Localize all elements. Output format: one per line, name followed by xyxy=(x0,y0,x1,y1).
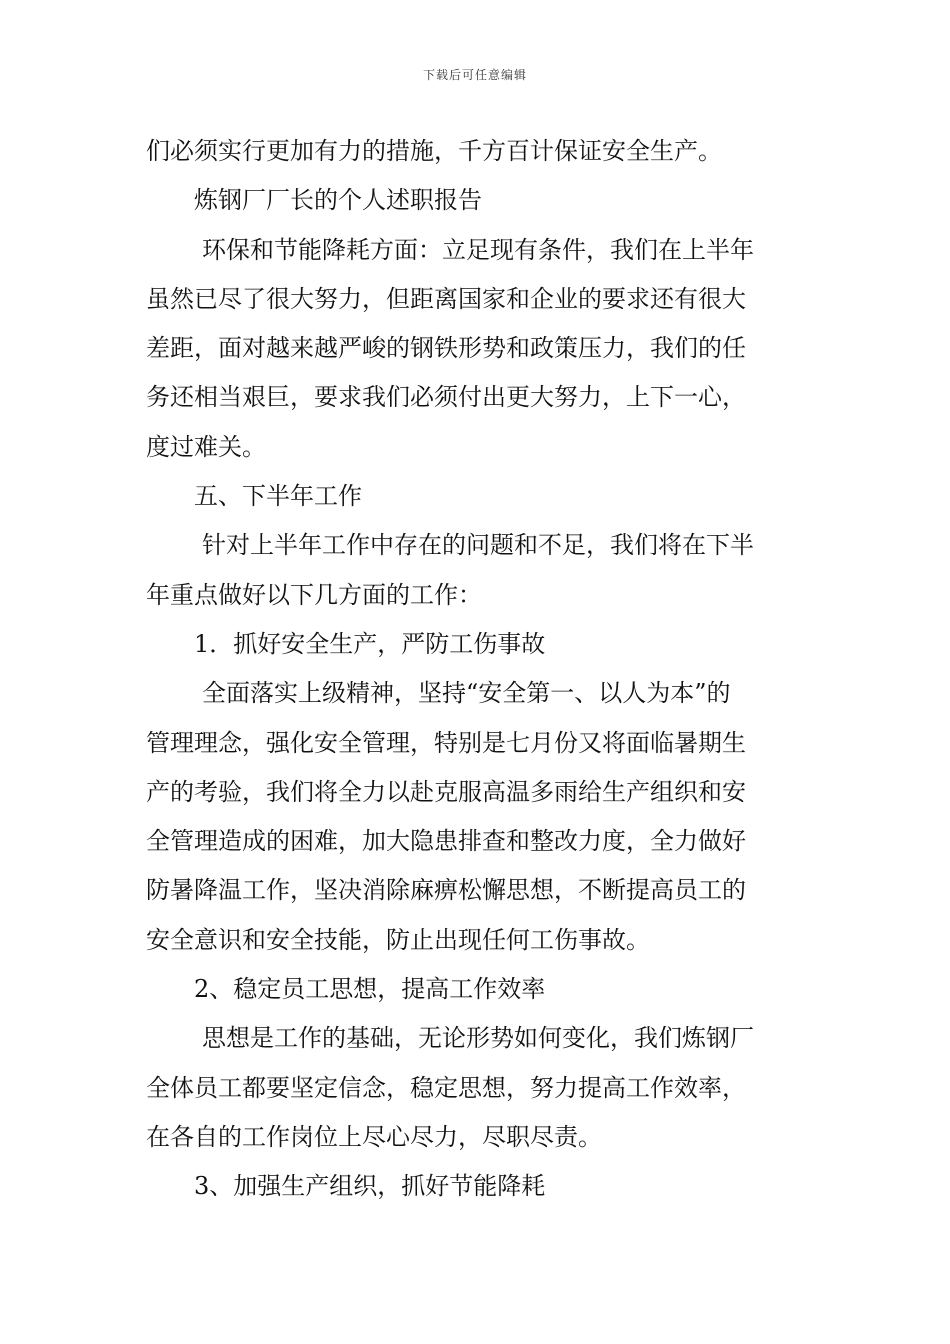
sub-heading: 1．抓好安全生产，严防工伤事故 xyxy=(194,629,546,658)
text-line: 产的考验，我们将全力以赴克服高温多雨给生产组织和安 xyxy=(146,777,746,806)
text-line: 管理理念，强化安全管理，特别是七月份又将面临暑期生 xyxy=(146,728,746,757)
text-line: 们必须实行更加有力的措施，千方百计保证安全生产。 xyxy=(146,137,722,165)
section-title: 炼钢厂厂长的个人述职报告 xyxy=(194,186,482,215)
text-line: 全体员工都要坚定信念，稳定思想，努力提高工作效率， xyxy=(146,1073,746,1102)
text-line: 务还相当艰巨，要求我们必须付出更大努力，上下一心， xyxy=(146,383,746,412)
document-body xyxy=(146,127,811,1212)
text-line: 防暑降温工作，坚决消除麻痹松懈思想，不断提高员工的 xyxy=(146,876,746,905)
sub-heading: 3、加强生产组织，抓好节能降耗 xyxy=(194,1172,546,1201)
sub-heading: 2、稳定员工思想，提高工作效率 xyxy=(194,975,546,1004)
text-line: 度过难关。 xyxy=(146,432,266,461)
text-line: 差距，面对越来越严峻的钢铁形势和政策压力，我们的任 xyxy=(146,334,746,363)
section-heading: 五、下半年工作 xyxy=(194,482,362,511)
page-header: 下载后可任意编辑 xyxy=(422,68,527,82)
text-line: 在各自的工作岗位上尽心尽力，尽职尽责。 xyxy=(146,1122,602,1151)
text-line: 全管理造成的困难，加大隐患排查和整改力度，全力做好 xyxy=(146,827,746,856)
text-line: 年重点做好以下几方面的工作： xyxy=(146,580,482,609)
text-line: 思想是工作的基础，无论形势如何变化，我们炼钢厂 xyxy=(202,1024,754,1053)
text-line: 安全意识和安全技能，防止出现任何工伤事故。 xyxy=(146,925,650,954)
text-line: 环保和节能降耗方面：立足现有条件，我们在上半年 xyxy=(202,235,754,264)
text-line: 虽然已尽了很大努力，但距离国家和企业的要求还有很大 xyxy=(146,284,746,313)
text-line: 针对上半年工作中存在的问题和不足，我们将在下半 xyxy=(202,531,754,560)
text-line: 全面落实上级精神，坚持“安全第一、以人为本”的 xyxy=(202,679,731,708)
